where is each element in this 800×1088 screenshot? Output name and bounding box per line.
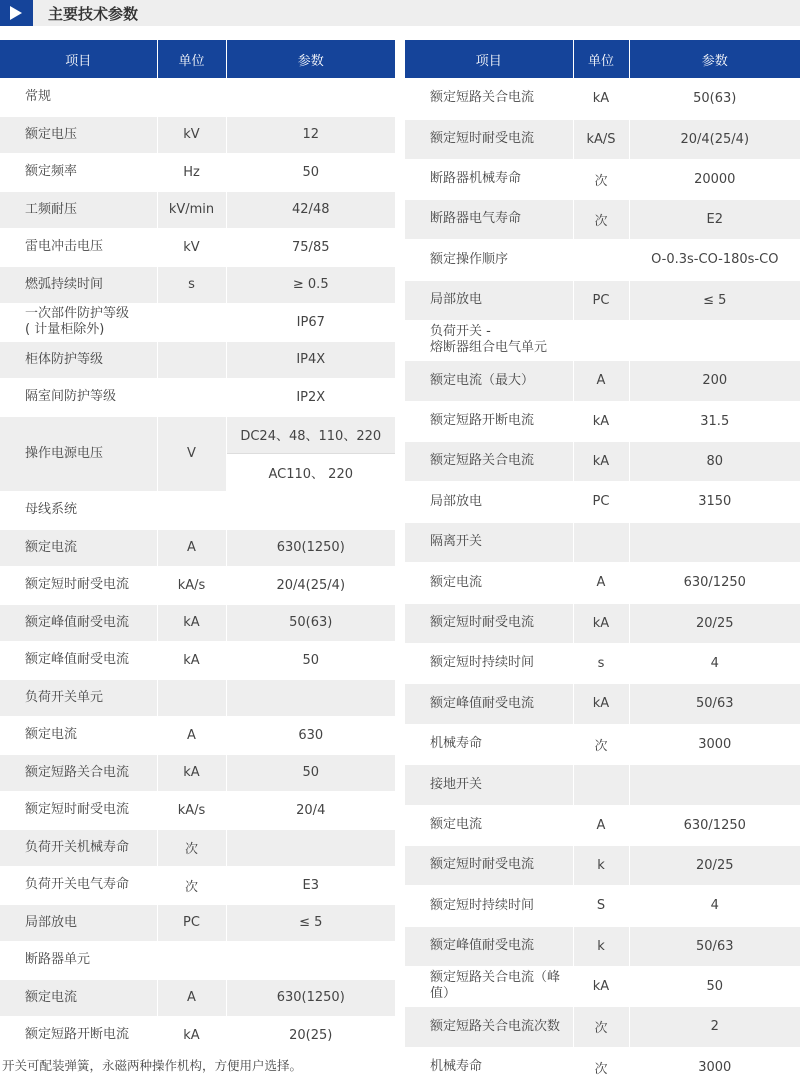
table-row (0, 754, 395, 791)
cell-unit (157, 491, 226, 529)
cell-unit: kA (157, 754, 226, 791)
cell-unit (573, 239, 629, 280)
cell-value: 3150 (629, 481, 800, 522)
cell-item: 局部放电 (405, 481, 573, 522)
cell-value: 630(1250) (226, 979, 395, 1016)
cell-unit: kV/min (157, 191, 226, 228)
cell-unit: kA/s (157, 791, 226, 829)
cell-unit: kA (573, 401, 629, 441)
cell-item: 负荷开关单元 (0, 679, 157, 716)
cell-value: AC110、 220 (226, 454, 395, 492)
cell-unit (157, 941, 226, 979)
cell-unit: 次 (157, 829, 226, 866)
cell-value: O-0.3s-CO-180s-CO (629, 239, 800, 280)
cell-value: 630(1250) (226, 529, 395, 566)
cell-item: 额定峰值耐受电流 (0, 641, 157, 679)
cell-unit: s (157, 266, 226, 303)
cell-item: 局部放电 (0, 904, 157, 941)
header-value: 参数 (629, 40, 800, 78)
cell-value: 50 (226, 754, 395, 791)
table-row (0, 191, 395, 228)
cell-value (226, 829, 395, 866)
cell-unit: 次 (573, 159, 629, 199)
cell-item: 额定短时耐受电流 (405, 845, 573, 885)
cell-value (629, 764, 800, 805)
cell-unit (157, 378, 226, 416)
table-row (0, 941, 395, 979)
table-row (405, 764, 800, 805)
cell-value: 20/4(25/4) (226, 566, 395, 604)
cell-unit: A (157, 529, 226, 566)
table-row (405, 643, 800, 683)
cell-value: 3000 (629, 1047, 800, 1087)
cell-unit: kA (573, 683, 629, 724)
cell-value: 630 (226, 716, 395, 754)
cell-item: 额定峰值耐受电流 (405, 926, 573, 966)
cell-value (226, 679, 395, 716)
cell-value: E2 (629, 199, 800, 239)
cell-value: 50/63 (629, 926, 800, 966)
cell-value: 50 (226, 153, 395, 191)
cell-item: 额定短路关合电流 (0, 754, 157, 791)
table-row (0, 716, 395, 754)
cell-value: 31.5 (629, 401, 800, 441)
cell-item: 机械寿命 (405, 724, 573, 764)
table-row (405, 562, 800, 603)
cell-item: 隔室间防护等级 (0, 378, 157, 416)
section-title-bar (0, 0, 800, 26)
cell-unit: k (573, 845, 629, 885)
table-row (405, 885, 800, 926)
cell-unit: kA (157, 604, 226, 641)
cell-value: 75/85 (226, 228, 395, 266)
cell-item: 额定频率 (0, 153, 157, 191)
cell-unit: 次 (573, 724, 629, 764)
cell-unit: 次 (573, 1006, 629, 1047)
cell-value: 630/1250 (629, 562, 800, 603)
cell-unit: kA/S (573, 119, 629, 159)
cell-value: DC24、48、110、220 (226, 416, 395, 454)
table-row (0, 866, 395, 904)
cell-unit: V (157, 416, 226, 491)
table-row (0, 679, 395, 716)
cell-item: 接地开关 (405, 764, 573, 805)
cell-item: 额定短时耐受电流 (0, 791, 157, 829)
header-unit: 单位 (573, 40, 629, 78)
cell-unit: A (157, 979, 226, 1016)
cell-item: 母线系统 (0, 491, 157, 529)
cell-unit: 次 (573, 199, 629, 239)
cell-unit: kA (157, 641, 226, 679)
table-row (405, 401, 800, 441)
cell-unit (157, 341, 226, 378)
cell-unit: kA/s (157, 566, 226, 604)
cell-item: 额定短路开断电流 (405, 401, 573, 441)
cell-value: 50(63) (226, 604, 395, 641)
cell-value: 20/4(25/4) (629, 119, 800, 159)
table-row (0, 266, 395, 303)
cell-unit: PC (573, 280, 629, 320)
header-unit: 单位 (157, 40, 226, 78)
cell-item: 额定电流 (0, 716, 157, 754)
cell-unit: kA (573, 78, 629, 119)
cell-value: 12 (226, 116, 395, 153)
table-row (405, 805, 800, 845)
cell-unit (157, 303, 226, 341)
table-row (405, 199, 800, 239)
cell-item: 燃弧持续时间 (0, 266, 157, 303)
cell-item: 额定电流 (405, 562, 573, 603)
table-row (0, 303, 395, 341)
cell-value: 42/48 (226, 191, 395, 228)
table-row (0, 904, 395, 941)
table-row (0, 979, 395, 1016)
cell-item: 雷电冲击电压 (0, 228, 157, 266)
cell-value: 20/4 (226, 791, 395, 829)
cell-unit (573, 320, 629, 360)
spec-table-left (0, 40, 395, 1055)
cell-unit (573, 522, 629, 562)
table-row (0, 529, 395, 566)
cell-value (226, 941, 395, 979)
cell-unit: A (573, 360, 629, 401)
cell-unit: Hz (157, 153, 226, 191)
table-row (405, 78, 800, 119)
table-row (405, 119, 800, 159)
table-row (0, 153, 395, 191)
cell-item: 额定短时持续时间 (405, 643, 573, 683)
cell-unit: k (573, 926, 629, 966)
cell-item: 局部放电 (405, 280, 573, 320)
cell-unit: kA (573, 966, 629, 1006)
cell-value: 80 (629, 441, 800, 481)
cell-item: 额定短路关合电流 (405, 78, 573, 119)
footnote: 开关可配装弹簧，永磁两种操作机构，方便用户选择。 (2, 1058, 303, 1073)
cell-item: 额定电压 (0, 116, 157, 153)
cell-item: 额定操作顺序 (405, 239, 573, 280)
cell-item: 断路器机械寿命 (405, 159, 573, 199)
table-row (405, 481, 800, 522)
cell-value: 4 (629, 643, 800, 683)
cell-unit: kA (573, 441, 629, 481)
cell-item: 额定短路关合电流次数 (405, 1006, 573, 1047)
table-row (405, 926, 800, 966)
table-row (0, 566, 395, 604)
cell-value: IP2X (226, 378, 395, 416)
table-row (0, 829, 395, 866)
cell-value: E3 (226, 866, 395, 904)
cell-value (226, 491, 395, 529)
cell-item: 负荷开关 - 熔断器组合电气单元 (405, 320, 573, 360)
cell-value: 630/1250 (629, 805, 800, 845)
cell-value: IP4X (226, 341, 395, 378)
table-row (0, 228, 395, 266)
cell-value: ≤ 5 (629, 280, 800, 320)
table-row (405, 603, 800, 643)
cell-item: 额定电流 (405, 805, 573, 845)
cell-unit: kA (573, 603, 629, 643)
cell-value: 50/63 (629, 683, 800, 724)
cell-item: 额定电流（最大） (405, 360, 573, 401)
cell-unit: A (573, 805, 629, 845)
cell-item: 额定短路关合电流（峰 值） (405, 966, 573, 1006)
cell-unit: A (157, 716, 226, 754)
table-row (0, 378, 395, 416)
cell-item: 柜体防护等级 (0, 341, 157, 378)
cell-item: 额定电流 (0, 529, 157, 566)
table-row (405, 320, 800, 360)
cell-value: 20(25) (226, 1016, 395, 1054)
cell-item: 额定短时耐受电流 (0, 566, 157, 604)
table-row (405, 159, 800, 199)
cell-item: 常规 (0, 78, 157, 116)
cell-value: 2 (629, 1006, 800, 1047)
cell-value: 3000 (629, 724, 800, 764)
cell-unit: A (573, 562, 629, 603)
table-header-row (0, 40, 395, 78)
cell-value: 20/25 (629, 603, 800, 643)
cell-unit: kV (157, 228, 226, 266)
cell-value (629, 522, 800, 562)
cell-item: 机械寿命 (405, 1047, 573, 1087)
table-row (405, 966, 800, 1006)
header-item: 项目 (0, 40, 157, 78)
table-row (0, 1016, 395, 1054)
cell-item: 额定峰值耐受电流 (405, 683, 573, 724)
table-row (405, 360, 800, 401)
cell-unit: kA (157, 1016, 226, 1054)
cell-unit: kV (157, 116, 226, 153)
cell-value: 50(63) (629, 78, 800, 119)
cell-item: 额定峰值耐受电流 (0, 604, 157, 641)
cell-unit: PC (157, 904, 226, 941)
cell-unit (157, 679, 226, 716)
table-row (0, 641, 395, 679)
table-row (0, 78, 395, 116)
cell-value: 20/25 (629, 845, 800, 885)
cell-value: 4 (629, 885, 800, 926)
header-item: 项目 (405, 40, 573, 78)
table-row (405, 1006, 800, 1047)
cell-item: 断路器电气寿命 (405, 199, 573, 239)
cell-item: 一次部件防护等级 ( 计量柜除外) (0, 303, 157, 341)
cell-value (226, 78, 395, 116)
table-row (405, 280, 800, 320)
cell-item: 断路器单元 (0, 941, 157, 979)
table-header-row (405, 40, 800, 78)
cell-value: 50 (226, 641, 395, 679)
cell-item: 额定短时耐受电流 (405, 603, 573, 643)
cell-value: 20000 (629, 159, 800, 199)
cell-unit: S (573, 885, 629, 926)
cell-unit: 次 (157, 866, 226, 904)
table-row (405, 724, 800, 764)
cell-item: 操作电源电压 (0, 416, 157, 491)
cell-item: 额定短路开断电流 (0, 1016, 157, 1054)
cell-unit (157, 78, 226, 116)
table-row (405, 441, 800, 481)
play-arrow-icon (0, 0, 33, 26)
cell-item: 负荷开关机械寿命 (0, 829, 157, 866)
cell-item: 额定短时耐受电流 (405, 119, 573, 159)
table-row (0, 791, 395, 829)
cell-unit: 次 (573, 1047, 629, 1087)
cell-item: 负荷开关电气寿命 (0, 866, 157, 904)
cell-value: 50 (629, 966, 800, 1006)
cell-value (629, 320, 800, 360)
cell-unit: s (573, 643, 629, 683)
cell-value: 200 (629, 360, 800, 401)
cell-value: ≤ 5 (226, 904, 395, 941)
table-row (405, 1047, 800, 1087)
table-row (0, 116, 395, 153)
table-row (405, 522, 800, 562)
cell-item: 工频耐压 (0, 191, 157, 228)
table-row (405, 239, 800, 280)
table-row (0, 604, 395, 641)
spec-table-right (405, 40, 800, 1088)
table-row (0, 416, 395, 454)
table-row (0, 491, 395, 529)
cell-item: 额定短路关合电流 (405, 441, 573, 481)
section-title: 主要技术参数 (48, 5, 139, 23)
table-row (405, 683, 800, 724)
cell-item: 额定电流 (0, 979, 157, 1016)
table-row (405, 845, 800, 885)
header-value: 参数 (226, 40, 395, 78)
cell-item: 额定短时持续时间 (405, 885, 573, 926)
table-row (0, 341, 395, 378)
cell-unit: PC (573, 481, 629, 522)
cell-value: ≥ 0.5 (226, 266, 395, 303)
cell-value: IP67 (226, 303, 395, 341)
cell-unit (573, 764, 629, 805)
cell-item: 隔离开关 (405, 522, 573, 562)
